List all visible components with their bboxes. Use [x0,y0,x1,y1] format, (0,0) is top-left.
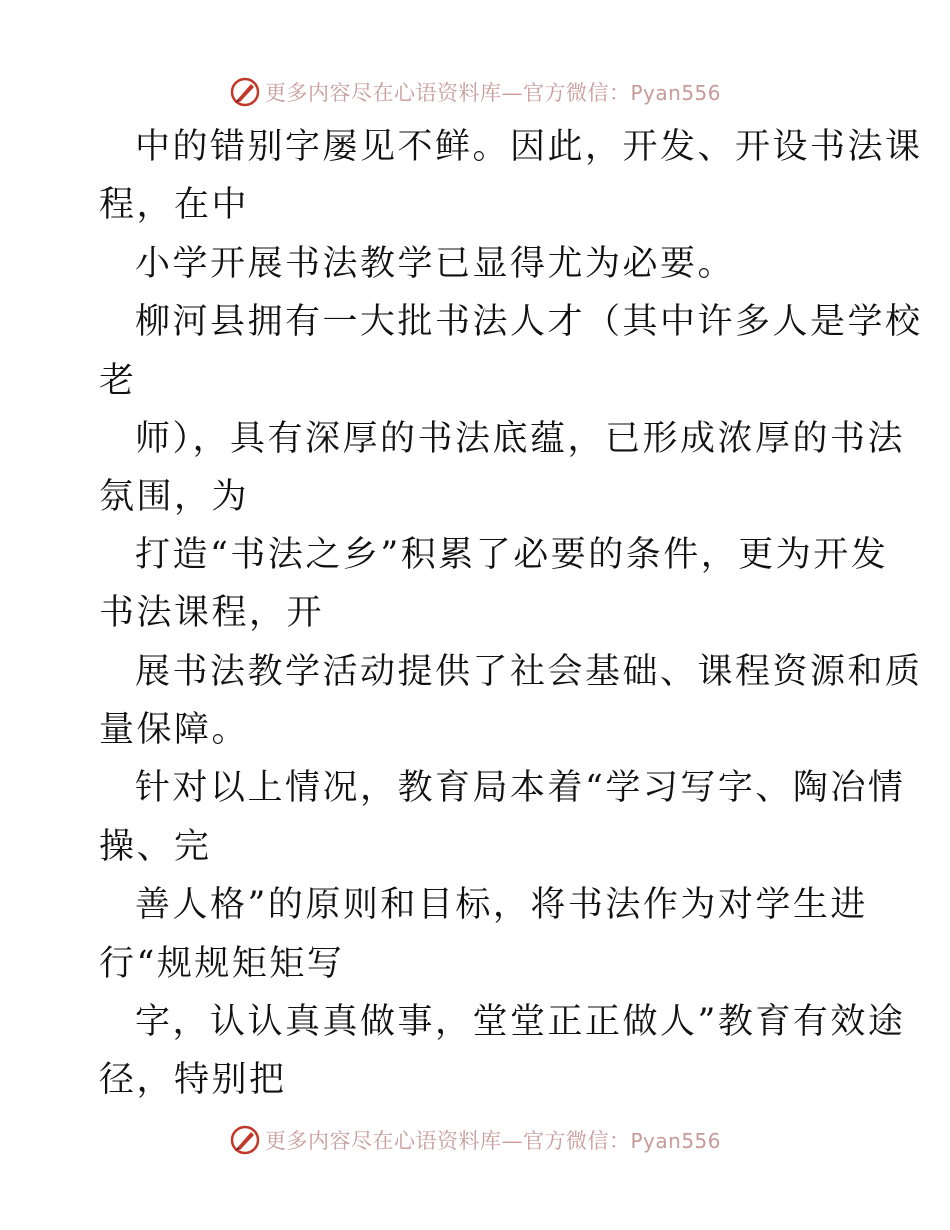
footer-watermark [0,1120,950,1160]
text-line: 氛围，为 [99,477,250,517]
text-line: 针对以上情况，教育局本着“学习写字、陶冶情 [135,768,906,808]
text-line: 中的错别字屡见不鲜。因此，开发、开设书法课 [135,127,923,167]
text-line: 书法课程，开 [99,593,325,633]
text-line: 师），具有深厚的书法底蕴，已形成浓厚的书法 [135,419,906,459]
quill-pen-seal-icon [229,1124,261,1156]
text-line: 打造“书法之乡”积累了必要的条件，更为开发 [135,535,889,575]
text-line: 小学开展书法教学已显得尤为必要。 [135,244,736,284]
text-line: 行“规规矩矩写 [99,944,345,984]
text-line: 操、完 [99,827,212,867]
text-line: 柳河县拥有一大批书法人才（其中许多人是学校 [135,302,923,342]
text-line: 善人格”的原则和目标，将书法作为对学生进 [135,885,868,925]
watermark-text: 更多内容尽在心语资料库—官方微信：Pyan556 [264,1129,721,1153]
text-line: 老 [99,361,137,401]
text-line: 量保障。 [99,710,250,750]
watermark-text: 更多内容尽在心语资料库—官方微信：Pyan556 [264,81,721,105]
text-line: 字，认认真真做事，堂堂正正做人”教育有效途 [135,1002,906,1042]
text-line: 径，特别把 [99,1060,287,1100]
text-line: 程，在中 [99,185,250,225]
text-line: 展书法教学活动提供了社会基础、课程资源和质 [135,652,923,692]
